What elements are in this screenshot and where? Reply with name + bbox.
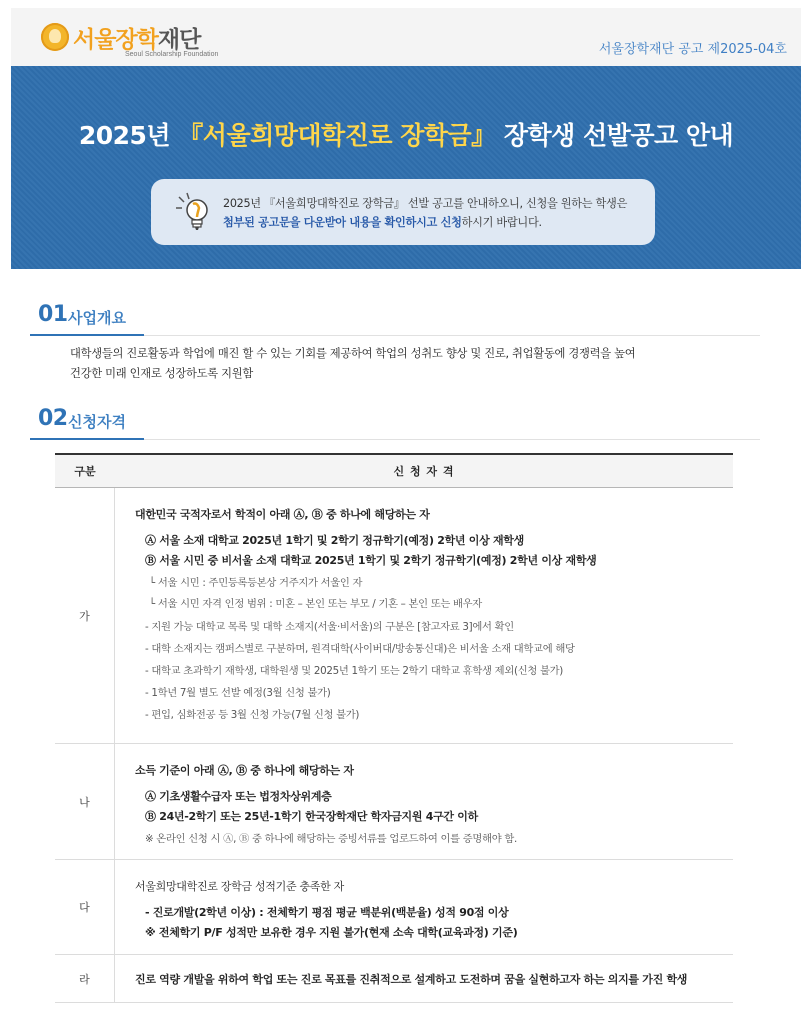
row-heading: 서울희망대학진로 장학금 성적기준 충족한 자	[135, 880, 344, 893]
logo-emblem-icon	[41, 23, 69, 51]
table-header	[55, 453, 733, 488]
notice-box	[151, 179, 655, 245]
row-label: 라	[55, 955, 115, 1002]
note-line: - 대학 소재지는 캠퍼스별로 구분하며, 원격대학(사이버대/방송통신대)은 비서울 소재 대학교에 해당	[145, 643, 575, 655]
foundation-logo[interactable]	[41, 18, 241, 62]
note-line: ※ 온라인 신청 시 Ⓐ, Ⓑ 중 하나에 해당하는 증빙서류를 업로드하여 이를 증명해야 함.	[145, 833, 517, 845]
notice-number: 서울장학재단 공고 제2025-04호	[598, 42, 787, 57]
table-row	[55, 955, 733, 1003]
notice-text	[223, 194, 627, 232]
eligibility-table	[55, 453, 733, 1003]
notice-line-2: 첨부된 공고문을 다운받아 내용을 확인하시고 신청하시기 바랍니다.	[223, 216, 542, 229]
logo-wordmark: 서울장학재단	[73, 27, 201, 53]
note-line: - 지원 가능 대학교 목록 및 대학 소재지(서울·비서울)의 구분은 [참고자료 3]에서 확인	[145, 621, 514, 633]
page-title: 2025년 『서울희망대학진로 장학금』 장학생 선발공고 안내	[78, 121, 734, 150]
section-title: 사업개요	[68, 309, 126, 327]
option-a: Ⓐ 기초생활수급자 또는 법정차상위계층	[145, 790, 332, 803]
criteria-line: - 진로개발(2학년 이상) : 전체학기 평점 평균 백분위(백분율) 성적 90점 이상	[145, 906, 509, 919]
row-heading: 대한민국 국적자로서 학적이 아래 Ⓐ, Ⓑ 중 하나에 해당하는 자	[135, 508, 430, 521]
section-eligibility-heading	[30, 406, 760, 442]
divider-accent	[30, 334, 144, 336]
divider-accent	[30, 438, 144, 440]
criteria-note: ※ 전체학기 P/F 성적만 보유한 경우 지원 불가(현재 소속 대학(교육과정) 기준)	[145, 926, 518, 939]
row-heading: 진로 역량 개발을 위하여 학업 또는 진로 목표를 진취적으로 설계하고 도전하며 꿈을 실현하고자 하는 의지를 가진 학생	[135, 973, 688, 986]
table-row	[55, 860, 733, 955]
row-content	[115, 860, 733, 954]
section-title: 신청자격	[68, 413, 126, 431]
note-line: - 대학교 초과학기 재학생, 대학원생 및 2025년 1학기 또는 2학기 대학교 휴학생 제외(신청 불가)	[145, 665, 563, 677]
table-row	[55, 744, 733, 860]
logo-subtitle: Seoul Scholarship Foundation	[125, 51, 219, 58]
row-content	[115, 488, 733, 743]
note-line: - 편입, 심화전공 등 3월 신청 가능(7월 신청 불가)	[145, 709, 360, 721]
row-content	[115, 744, 733, 859]
option-b: Ⓑ 24년-2학기 또는 25년-1학기 한국장학재단 학자금지원 4구간 이하	[145, 810, 478, 823]
row-label: 가	[55, 488, 115, 743]
column-header-qualification: 신 청 자 격	[393, 465, 455, 478]
sub-note: └ 서울 시민 : 주민등록등본상 거주지가 서울인 자	[149, 577, 363, 589]
table-row	[55, 488, 733, 744]
title-banner	[11, 66, 801, 269]
row-heading: 소득 기준이 아래 Ⓐ, Ⓑ 중 하나에 해당하는 자	[135, 764, 354, 777]
site-header	[11, 8, 801, 66]
row-content	[115, 955, 733, 1002]
section-number: 02	[38, 406, 68, 431]
row-label: 나	[55, 744, 115, 859]
section-overview-heading	[30, 302, 760, 338]
notice-line-1: 2025년 『서울희망대학진로 장학금』 선발 공고를 안내하오니, 신청을 원하는 학생은	[223, 197, 628, 210]
row-label: 다	[55, 860, 115, 954]
lightbulb-icon	[173, 191, 213, 235]
section-number: 01	[38, 302, 68, 327]
option-a: Ⓐ 서울 소재 대학교 2025년 1학기 및 2학기 정규학기(예정) 2학년 이상 재학생	[145, 534, 524, 547]
overview-text: 대학생들의 진로활동과 학업에 매진 할 수 있는 기회를 제공하여 학업의 성취도 향상 및 진로, 취업활동에 경쟁력을 높여 건강한 미래 인재로 성장하도록 지원함	[70, 347, 636, 380]
column-header-category: 구분	[74, 465, 96, 478]
option-b: Ⓑ 서울 시민 중 비서울 소재 대학교 2025년 1학기 및 2학기 정규학기(예정) 2학년 이상 재학생	[145, 554, 597, 567]
note-line: - 1학년 7월 별도 선발 예정(3월 신청 불가)	[145, 687, 331, 699]
sub-note: └ 서울 시민 자격 인정 범위 : 미혼 – 본인 또는 부모 / 기혼 – 본인 또는 배우자	[149, 598, 482, 610]
